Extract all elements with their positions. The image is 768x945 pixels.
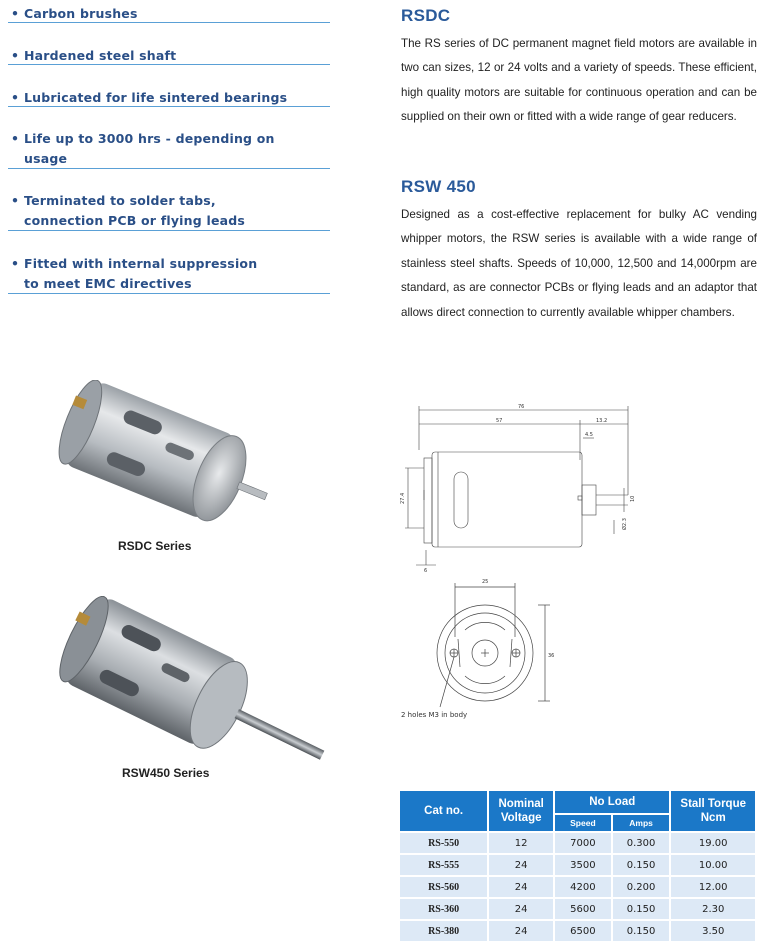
rsw-title: RSW 450: [401, 177, 476, 196]
bullet-icon: •: [11, 131, 20, 146]
dim-shaft-ext: 13.2: [596, 418, 608, 424]
cell-voltage: 24: [488, 876, 554, 898]
mounting-note: 2 holes M3 in body: [401, 711, 468, 719]
dim-shaft-dia: 10: [630, 495, 636, 502]
cell-amps: 0.150: [612, 898, 671, 920]
cell-voltage: 24: [488, 854, 554, 876]
cell-cat: RS-550: [399, 832, 488, 854]
feature-text: connection PCB or flying leads: [24, 213, 246, 228]
feature-text: to meet EMC directives: [24, 276, 192, 291]
table-row: [399, 854, 756, 876]
cell-speed: 7000: [554, 832, 612, 854]
bullet-icon: •: [11, 193, 20, 208]
dim-tab: 6: [424, 568, 428, 574]
cell-amps: 0.150: [612, 920, 671, 942]
dim-height: 27.4: [400, 492, 406, 504]
feature-text: Carbon brushes: [24, 6, 138, 21]
header-speed: Speed: [554, 814, 612, 832]
feature-text: Terminated to solder tabs,: [24, 193, 216, 208]
rsdc-title: RSDC: [401, 6, 451, 25]
feature-text: usage: [24, 151, 68, 166]
side-view-drawing: [396, 400, 646, 575]
feature-text: Fitted with internal suppression: [24, 256, 258, 271]
feature-item: [8, 46, 330, 65]
feature-item: [8, 191, 330, 231]
dim-boss: 4.5: [585, 432, 593, 438]
feature-item: [8, 254, 330, 294]
cell-cat: RS-555: [399, 854, 488, 876]
cell-torque: 2.30: [670, 898, 756, 920]
feature-text: Lubricated for life sintered bearings: [24, 90, 288, 105]
dim-end-height: 36: [548, 653, 555, 659]
cell-speed: 3500: [554, 854, 612, 876]
bullet-icon: •: [11, 90, 20, 105]
table-row: [399, 920, 756, 942]
bullet-icon: •: [11, 48, 20, 63]
dim-hole-spacing: 25: [482, 579, 489, 585]
cell-speed: 6500: [554, 920, 612, 942]
header-nominal-voltage: Nominal Voltage: [488, 790, 554, 832]
dim-body: 57: [496, 418, 503, 424]
feature-item: [8, 4, 330, 23]
rsw-description: Designed as a cost-effective replacement for bulky AC vending whipper motors, the RSW series is available with a wide range of stainless steel shafts. Speeds of 10,000, 12,500 and 14,000rpm are standard, as are connector PCBs or flying leads and an adaptor that allows direct connection to currently available whipper chambers.: [401, 208, 757, 319]
rsdc-motor-photo: [52, 380, 282, 530]
cell-amps: 0.150: [612, 854, 671, 876]
cell-cat: RS-560: [399, 876, 488, 898]
feature-text: Hardened steel shaft: [24, 48, 177, 63]
end-view-drawing: [430, 575, 560, 710]
cell-torque: 10.00: [670, 854, 756, 876]
cell-voltage: 24: [488, 898, 554, 920]
cell-amps: 0.300: [612, 832, 671, 854]
table-row: [399, 876, 756, 898]
rsw450-motor-photo: [45, 596, 345, 776]
header-cat-no: Cat no.: [399, 790, 488, 832]
rsdc-description: The RS series of DC permanent magnet field motors are available in two can sizes, 12 or 24 volts and a variety of speeds. These efficient, high quality motors are suitable for continuous operation and can be supplied on their own or fitted with a wide range of gear reducers.: [401, 37, 757, 124]
cell-amps: 0.200: [612, 876, 671, 898]
cell-cat: RS-360: [399, 898, 488, 920]
table-row: [399, 832, 756, 854]
cell-cat: RS-380: [399, 920, 488, 942]
feature-text: Life up to 3000 hrs - depending on: [24, 131, 275, 146]
cell-torque: 12.00: [670, 876, 756, 898]
header-stall-torque: Stall Torque Ncm: [670, 790, 756, 832]
spec-table: [398, 789, 757, 943]
table-row: [399, 898, 756, 920]
rsw450-caption: RSW450 Series: [122, 766, 210, 780]
rsdc-caption: RSDC Series: [118, 539, 192, 553]
bullet-icon: •: [11, 6, 20, 21]
cell-torque: 3.50: [670, 920, 756, 942]
cell-voltage: 24: [488, 920, 554, 942]
dim-overall: 76: [518, 404, 525, 410]
cell-voltage: 12: [488, 832, 554, 854]
header-amps: Amps: [612, 814, 671, 832]
feature-item: [8, 129, 330, 169]
feature-item: [8, 88, 330, 107]
bullet-icon: •: [11, 256, 20, 271]
cell-speed: 5600: [554, 898, 612, 920]
cell-torque: 19.00: [670, 832, 756, 854]
header-no-load: No Load: [554, 790, 670, 814]
cell-speed: 4200: [554, 876, 612, 898]
dim-small: Ø2.3: [622, 518, 628, 530]
